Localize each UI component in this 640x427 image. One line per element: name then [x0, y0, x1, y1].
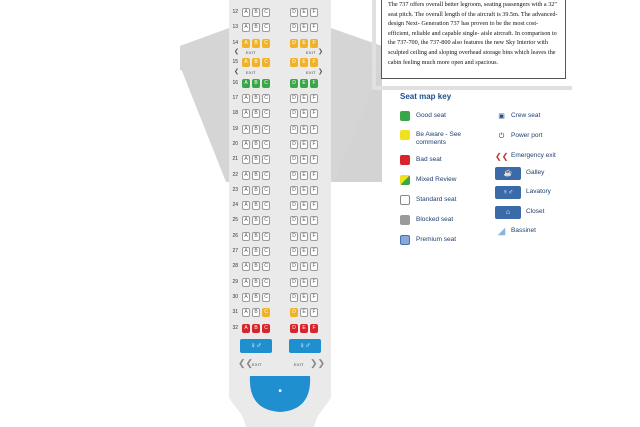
emergency-exit-arrow-left: ❮❮ — [238, 358, 254, 368]
seat-22E[interactable]: E — [300, 171, 308, 180]
aircraft-description: The 737 offers overall better legroom, seating passengers with a 32" seat pitch. The overall length of the aircraft is 39.5m. The advanced- design Next- Generation 737 has proven to be the most cost- efficient, reliable and capable single- aisle aircraft. In comparison to the 737-700, the 737-800 also features the new Sky Interior with sculpted ceiling and sloping overhead storage bins which leaves the cabin feeling much more open and spacious. — [381, 0, 566, 79]
seat-15E[interactable]: E — [300, 58, 308, 67]
seat-22B[interactable]: B — [252, 171, 260, 180]
seat-28F[interactable]: F — [310, 262, 318, 271]
seat-24A[interactable]: A — [242, 201, 250, 210]
row-number: 21 — [232, 156, 238, 163]
seat-22C[interactable]: C — [262, 171, 270, 180]
key-label: Blocked seat — [416, 216, 454, 223]
seat-19D[interactable]: D — [290, 125, 298, 134]
seat-25F[interactable]: F — [310, 216, 318, 225]
lavatory-icon: ♀♂ — [299, 341, 311, 350]
seat-26F[interactable]: F — [310, 232, 318, 241]
seat-13B[interactable]: B — [252, 23, 260, 32]
seat-map-key-title: Seat map key — [400, 92, 452, 101]
row-number: 17 — [232, 95, 238, 101]
key-label: Be Aware - See comments — [416, 131, 462, 146]
seat-27D[interactable]: D — [290, 247, 298, 256]
seat-16C[interactable]: C — [262, 79, 270, 88]
seat-14D[interactable]: D — [290, 39, 298, 48]
seat-19B[interactable]: B — [252, 125, 260, 134]
seat-17E[interactable]: E — [300, 94, 308, 103]
emergency-exit-icon: ❮❮ — [495, 152, 509, 161]
seat-25B[interactable]: B — [252, 216, 260, 225]
seat-31F[interactable]: F — [310, 308, 318, 317]
seat-15F[interactable]: F — [310, 58, 318, 67]
row-number: 23 — [232, 186, 238, 193]
premium-seat-swatch — [400, 235, 410, 245]
seat-29F[interactable]: F — [310, 278, 318, 287]
row-number: 24 — [232, 202, 238, 209]
seat-18A[interactable]: A — [242, 109, 250, 118]
seat-16E[interactable]: E — [300, 79, 308, 88]
seat-26E[interactable]: E — [300, 232, 308, 241]
seat-17F[interactable]: F — [310, 94, 318, 103]
seat-13A[interactable]: A — [242, 23, 250, 32]
row-number: 27 — [232, 248, 238, 254]
seat-28C[interactable]: C — [262, 262, 270, 271]
seat-32F[interactable]: F — [310, 324, 318, 333]
seat-28D[interactable]: D — [290, 262, 298, 271]
seat-14F[interactable]: F — [310, 39, 318, 48]
seat-23A[interactable]: A — [242, 186, 250, 195]
bassinet-icon: ◢ — [497, 226, 506, 237]
seat-22D[interactable]: D — [290, 171, 298, 180]
row-number: 25 — [232, 217, 238, 224]
lavatory-icon: ♀♂ — [250, 341, 262, 350]
bad-seat-swatch — [400, 155, 410, 165]
seat-28A[interactable]: A — [242, 262, 250, 271]
seat-18B[interactable]: B — [252, 109, 260, 118]
row-number: 28 — [232, 263, 238, 270]
emergency-exit-arrow-icon: ❮ — [234, 49, 240, 55]
seat-21E[interactable]: E — [300, 155, 308, 164]
emergency-exit-arrow-right: ❯❯ — [310, 358, 326, 368]
seat-27A[interactable]: A — [242, 247, 250, 256]
seat-24B[interactable]: B — [252, 201, 260, 210]
seat-23E[interactable]: E — [300, 186, 308, 195]
key-label: Bassinet — [511, 227, 536, 234]
seat-20E[interactable]: E — [300, 140, 308, 149]
seat-21F[interactable]: F — [310, 155, 318, 164]
mixed-review-swatch — [400, 175, 410, 185]
seat-20C[interactable]: C — [262, 140, 270, 149]
exit-label: EXIT — [246, 70, 256, 75]
seat-30D[interactable]: D — [290, 293, 298, 302]
seat-18D[interactable]: D — [290, 109, 298, 118]
key-label: Crew seat — [511, 112, 541, 119]
seat-30C[interactable]: C — [262, 293, 270, 302]
seat-29A[interactable]: A — [242, 278, 250, 287]
emergency-exit-arrow-icon: ❯ — [318, 49, 324, 55]
seat-29E[interactable]: E — [300, 278, 308, 287]
seat-20F[interactable]: F — [310, 140, 318, 149]
seat-32B[interactable]: B — [252, 324, 260, 333]
seat-12C[interactable]: C — [262, 8, 270, 17]
seat-25A[interactable]: A — [242, 216, 250, 225]
seat-31C[interactable]: C — [262, 308, 270, 317]
seat-12B[interactable]: B — [252, 8, 260, 17]
seat-32C[interactable]: C — [262, 324, 270, 333]
row-number: 22 — [232, 171, 238, 178]
standard-seat-swatch — [400, 195, 410, 205]
seat-28E[interactable]: E — [300, 262, 308, 271]
seat-23D[interactable]: D — [290, 186, 298, 195]
seat-26D[interactable]: D — [290, 232, 298, 241]
seat-15B[interactable]: B — [252, 58, 260, 67]
blocked-seat-swatch — [400, 215, 410, 225]
key-label: Galley — [526, 169, 545, 176]
seat-20D[interactable]: D — [290, 140, 298, 149]
seat-18F[interactable]: F — [310, 109, 318, 118]
seat-32A[interactable]: A — [242, 324, 250, 333]
exit-label: EXIT — [294, 362, 304, 367]
row-number: 19 — [232, 125, 238, 132]
seat-17D[interactable]: D — [290, 94, 298, 103]
seat-16D[interactable]: D — [290, 79, 298, 88]
seat-15D[interactable]: D — [290, 58, 298, 67]
seat-20B[interactable]: B — [252, 140, 260, 149]
seat-27E[interactable]: E — [300, 247, 308, 256]
seat-14B[interactable]: B — [252, 39, 260, 48]
exit-label: EXIT — [252, 362, 262, 367]
seat-18C[interactable]: C — [262, 109, 270, 118]
seat-13C[interactable]: C — [262, 23, 270, 32]
seat-21C[interactable]: C — [262, 155, 270, 164]
seat-13D[interactable]: D — [290, 23, 298, 32]
seat-13F[interactable]: F — [310, 23, 318, 32]
seat-19E[interactable]: E — [300, 125, 308, 134]
galley-icon: ☕ — [495, 167, 521, 180]
key-label: Lavatory — [526, 188, 551, 195]
be-aware-swatch — [400, 130, 410, 140]
seat-21B[interactable]: B — [252, 155, 260, 164]
key-label: Emergency exit — [511, 152, 556, 159]
seat-27C[interactable]: C — [262, 247, 270, 256]
key-label: Standard seat — [416, 196, 457, 203]
seat-14C[interactable]: C — [262, 39, 270, 48]
seat-30B[interactable]: B — [252, 293, 260, 302]
row-number: 20 — [232, 140, 238, 147]
seat-31B[interactable]: B — [252, 308, 260, 317]
key-label: Power port — [511, 132, 543, 139]
closet-icon: ⌂ — [495, 206, 521, 219]
seat-14E[interactable]: E — [300, 39, 308, 48]
seat-25C[interactable]: C — [262, 216, 270, 225]
seat-22F[interactable]: F — [310, 171, 318, 180]
seat-12A[interactable]: A — [242, 8, 250, 17]
seat-17A[interactable]: A — [242, 94, 250, 103]
key-label: Bad seat — [416, 156, 442, 163]
exit-label: EXIT — [246, 50, 256, 55]
seat-15A[interactable]: A — [242, 58, 250, 67]
seat-18E[interactable]: E — [300, 109, 308, 118]
good-seat-swatch — [400, 111, 410, 121]
power-port-icon: ⏻ — [498, 133, 505, 140]
seat-27F[interactable]: F — [310, 247, 318, 256]
key-label: Good seat — [416, 112, 446, 119]
key-label: Closet — [526, 208, 545, 215]
seat-21D[interactable]: D — [290, 155, 298, 164]
seat-16A[interactable]: A — [242, 79, 250, 88]
seat-12D[interactable]: D — [290, 8, 298, 17]
seat-20A[interactable]: A — [242, 140, 250, 149]
seat-23B[interactable]: B — [252, 186, 260, 195]
seat-12F[interactable]: F — [310, 8, 318, 17]
seat-31A[interactable]: A — [242, 308, 250, 317]
seat-32E[interactable]: E — [300, 324, 308, 333]
row-number: 13 — [232, 24, 238, 30]
row-number: 30 — [232, 293, 238, 300]
row-number: 14 — [232, 40, 238, 46]
seat-22A[interactable]: A — [242, 171, 250, 180]
seat-24C[interactable]: C — [262, 201, 270, 210]
seat-23C[interactable]: C — [262, 186, 270, 195]
seat-26A[interactable]: A — [242, 232, 250, 241]
emergency-exit-arrow-icon: ❯ — [318, 69, 324, 75]
seat-12E[interactable]: E — [300, 8, 308, 17]
seat-29C[interactable]: C — [262, 278, 270, 287]
row-number: 32 — [232, 324, 238, 331]
row-number: 16 — [232, 80, 238, 86]
exit-label: EXIT — [306, 50, 316, 55]
crew-seat-icon: ▣ — [498, 113, 505, 120]
lavatory-icon: ♀♂ — [495, 186, 521, 199]
row-number: 31 — [232, 309, 238, 316]
seat-16F[interactable]: F — [310, 79, 318, 88]
row-number: 29 — [232, 278, 238, 285]
seat-28B[interactable]: B — [252, 262, 260, 271]
seat-26B[interactable]: B — [252, 232, 260, 241]
seat-15C[interactable]: C — [262, 58, 270, 67]
lavatory-left — [240, 339, 272, 353]
exit-label: EXIT — [306, 70, 316, 75]
seat-24F[interactable]: F — [310, 201, 318, 210]
seat-17C[interactable]: C — [262, 94, 270, 103]
key-label: Premium seat — [416, 236, 457, 243]
seat-13E[interactable]: E — [300, 23, 308, 32]
seat-31D[interactable]: D — [290, 308, 298, 317]
seat-29D[interactable]: D — [290, 278, 298, 287]
row-number: 18 — [232, 110, 238, 117]
seat-21A[interactable]: A — [242, 155, 250, 164]
seat-23F[interactable]: F — [310, 186, 318, 195]
key-label: Mixed Review — [416, 176, 457, 183]
seat-30F[interactable]: F — [310, 293, 318, 302]
seat-26C[interactable]: C — [262, 232, 270, 241]
seat-19F[interactable]: F — [310, 125, 318, 134]
seat-14A[interactable]: A — [242, 39, 250, 48]
seat-19C[interactable]: C — [262, 125, 270, 134]
seat-31E[interactable]: E — [300, 308, 308, 317]
seat-29B[interactable]: B — [252, 278, 260, 287]
seat-25E[interactable]: E — [300, 216, 308, 225]
description-shadow — [372, 0, 376, 90]
seat-30A[interactable]: A — [242, 293, 250, 302]
seat-27B[interactable]: B — [252, 247, 260, 256]
svg-text:■: ■ — [278, 388, 282, 394]
seat-24D[interactable]: D — [290, 201, 298, 210]
row-number: 12 — [232, 9, 238, 15]
seat-25D[interactable]: D — [290, 216, 298, 225]
description-shadow — [372, 86, 572, 90]
seat-32D[interactable]: D — [290, 324, 298, 333]
seat-16B[interactable]: B — [252, 79, 260, 88]
seat-19A[interactable]: A — [242, 125, 250, 134]
seat-17B[interactable]: B — [252, 94, 260, 103]
seat-24E[interactable]: E — [300, 201, 308, 210]
row-number: 15 — [232, 59, 238, 65]
lavatory-right — [289, 339, 321, 353]
seat-30E[interactable]: E — [300, 293, 308, 302]
emergency-exit-arrow-icon: ❮ — [234, 69, 240, 75]
row-number: 26 — [232, 232, 238, 239]
